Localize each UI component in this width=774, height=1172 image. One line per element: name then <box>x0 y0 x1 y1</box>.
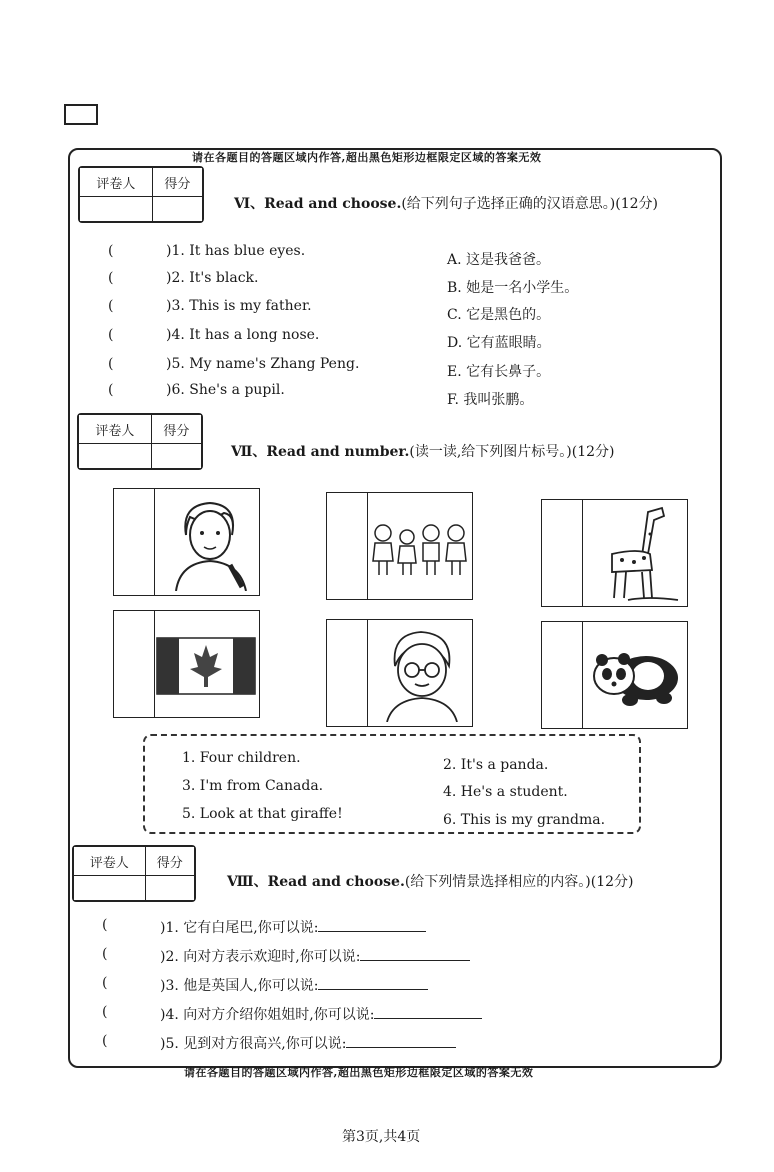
section6-answer: D. 它有蓝眼睛。 <box>447 335 551 351</box>
section6-question: ( )4. It has a long nose. <box>108 327 320 343</box>
number-blank[interactable] <box>542 500 583 606</box>
number-blank[interactable] <box>327 493 368 599</box>
section8-question: ( )4. 向对方介绍你姐姐时,你可以说: <box>102 1004 542 1024</box>
section8-question: ( )1. 它有白尾巴,你可以说: <box>102 917 522 937</box>
children-picture <box>371 521 469 577</box>
section6-question: ( )1. It has blue eyes. <box>108 243 306 259</box>
section7-option: 1. Four children. <box>182 750 301 766</box>
section8-question: ( )3. 他是英国人,你可以说: <box>102 975 522 995</box>
section8-question: ( )5. 见到对方很高兴,你可以说: <box>102 1033 542 1053</box>
grader-box-7 <box>77 413 203 470</box>
section7-heading <box>231 441 615 461</box>
student-picture <box>166 495 254 591</box>
picture-box-giraffe <box>541 499 688 607</box>
number-blank[interactable] <box>114 489 155 595</box>
footer-notice: 请在各题目的答题区域内作答,超出黑色矩形边框限定区域的答案无效 <box>184 1066 534 1079</box>
picture-box-children <box>326 492 473 600</box>
section6-answer: C. 它是黑色的。 <box>447 307 551 323</box>
grader-score-label: 得分 <box>152 168 202 197</box>
section6-question: ( )2. It's black. <box>108 270 259 286</box>
grader-score-label: 得分 <box>151 415 201 444</box>
giraffe-picture <box>598 504 682 604</box>
picture-box-canada <box>113 610 260 718</box>
picture-box-student <box>113 488 260 596</box>
grader-reviewer-label: 评卷人 <box>79 415 152 444</box>
section6-answer: A. 这是我爸爸。 <box>447 252 551 268</box>
section8-title: Ⅷ、Read and choose. <box>227 874 405 890</box>
grader-score-cell[interactable] <box>151 444 201 469</box>
header-notice: 请在各题目的答题区域内作答,超出黑色矩形边框限定区域的答案无效 <box>192 151 542 164</box>
section6-answer: B. 她是一名小学生。 <box>447 280 579 296</box>
section8-question: ( )2. 向对方表示欢迎时,你可以说: <box>102 946 542 966</box>
grader-score-label: 得分 <box>145 847 194 876</box>
corner-marker <box>64 104 98 125</box>
answer-line[interactable] <box>346 1047 456 1048</box>
grader-reviewer-cell[interactable] <box>79 444 152 469</box>
section7-option: 5. Look at that giraffe! <box>182 806 343 822</box>
section6-heading <box>234 193 658 213</box>
section7-instruction: (读一读,给下列图片标号。)(12分) <box>409 444 615 460</box>
section6-answer: F. 我叫张鹏。 <box>447 392 534 408</box>
grader-score-cell[interactable] <box>145 876 194 901</box>
section7-option: 4. He's a student. <box>443 784 568 800</box>
page-number: 第3页,共4页 <box>342 1129 421 1145</box>
grader-score-cell[interactable] <box>152 197 202 222</box>
grader-box-8 <box>72 845 196 902</box>
section8-instruction: (给下列情景选择相应的内容。)(12分) <box>404 874 634 890</box>
section6-answer: E. 它有长鼻子。 <box>447 364 551 380</box>
grader-reviewer-label: 评卷人 <box>74 847 146 876</box>
section7-option: 3. I'm from Canada. <box>182 778 324 794</box>
section7-option: 2. It's a panda. <box>443 757 549 773</box>
section7-option: 6. This is my grandma. <box>443 812 606 828</box>
answer-line[interactable] <box>318 989 428 990</box>
section7-title: Ⅶ、Read and number. <box>231 444 410 460</box>
answer-line[interactable] <box>360 960 470 961</box>
section6-question: ( )6. She's a pupil. <box>108 382 285 398</box>
canada-flag-picture <box>156 637 256 695</box>
number-blank[interactable] <box>114 611 155 717</box>
section6-question: ( )5. My name's Zhang Peng. <box>108 356 360 372</box>
picture-box-panda <box>541 621 688 729</box>
panda-picture <box>590 642 682 708</box>
section6-question: ( )3. This is my father. <box>108 298 312 314</box>
grader-reviewer-cell[interactable] <box>74 876 146 901</box>
answer-line[interactable] <box>374 1018 482 1019</box>
section6-instruction: (给下列句子选择正确的汉语意思。)(12分) <box>401 196 659 212</box>
section8-heading <box>227 871 634 891</box>
grader-reviewer-label: 评卷人 <box>80 168 153 197</box>
number-blank[interactable] <box>542 622 583 728</box>
grader-box-6 <box>78 166 204 223</box>
grader-reviewer-cell[interactable] <box>80 197 153 222</box>
picture-box-grandma <box>326 619 473 727</box>
number-blank[interactable] <box>327 620 368 726</box>
grandma-picture <box>377 626 467 722</box>
answer-line[interactable] <box>318 931 426 932</box>
section6-title: Ⅵ、Read and choose. <box>234 196 402 212</box>
